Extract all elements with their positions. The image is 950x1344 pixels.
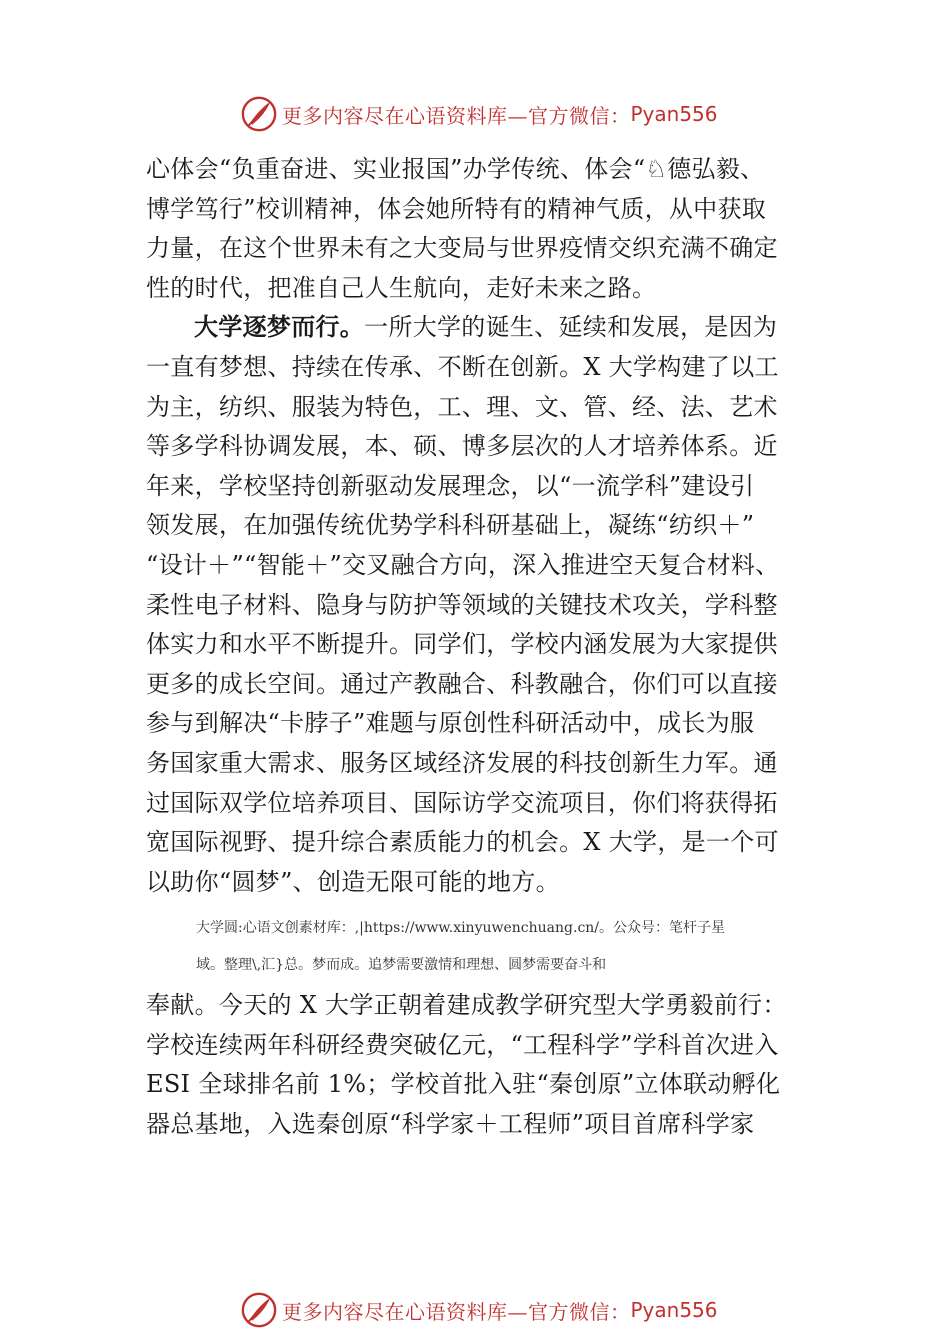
text-line: ESI 全球排名前 1%；学校首批入驻“秦创原”立体联动孵化 bbox=[146, 1070, 781, 1099]
watermark-wechat-id: Pyan556 bbox=[630, 1298, 718, 1322]
text-line: 参与到解决“卡脖子”难题与原创性科研活动中，成长为服 bbox=[146, 709, 755, 738]
text-line: 宽国际视野、提升综合素质能力的机会。X 大学，是一个可 bbox=[146, 828, 779, 857]
text-line: 体实力和水平不断提升。同学们，学校内涵发展为大家提供 bbox=[146, 630, 778, 659]
text-span: 一所大学的诞生、延续和发展，是因为 bbox=[364, 313, 778, 342]
watermark-text: 更多内容尽在心语资料库—官方微信： bbox=[282, 103, 631, 128]
text-line: 务国家重大需求、服务区域经济发展的科技创新生力军。通 bbox=[146, 748, 778, 777]
text-line: 领发展，在加强传统优势学科科研基础上，凝练“纺织＋” bbox=[146, 511, 755, 540]
text-line: 博学笃行”校训精神，体会她所特有的精神气质，从中获取 bbox=[146, 194, 767, 223]
text-line: 以助你“圆梦”、创造无限可能的地方。 bbox=[146, 867, 560, 896]
text-line: “设计＋”“智能＋”交叉融合方向，深入推进空天复合材料、 bbox=[146, 550, 780, 579]
text-line: 学校连续两年科研经费突破亿元，“工程科学”学科首次进入 bbox=[146, 1030, 779, 1059]
text-line: 更多的成长空间。通过产教融合、科教融合，你们可以直接 bbox=[146, 669, 778, 698]
text-line: 一直有梦想、持续在传承、不断在创新。X 大学构建了以工 bbox=[146, 352, 779, 381]
text-line: 为主，纺织、服装为特色，工、理、文、管、经、法、艺术 bbox=[146, 392, 778, 421]
watermark-text: 更多内容尽在心语资料库—官方微信： bbox=[282, 1299, 631, 1324]
document-body bbox=[146, 150, 814, 1145]
source-note-line: 域。整理\,汇}总。梦而成。追梦需要激情和理想、圆梦需要奋斗和 bbox=[196, 957, 607, 974]
header-watermark bbox=[240, 94, 718, 134]
quill-logo-icon bbox=[240, 1291, 278, 1329]
text-line: 年来，学校坚持创新驱动发展理念，以“一流学科”建设引 bbox=[146, 471, 755, 500]
text-line: 柔性电子材料、隐身与防护等领域的关键技术攻关，学科整 bbox=[146, 590, 778, 619]
section-heading: 大学逐梦而行。 bbox=[194, 313, 365, 342]
watermark-wechat-id: Pyan556 bbox=[630, 102, 718, 126]
text-line: 奉献。今天的 X 大学正朝着建成教学研究型大学勇毅前行： bbox=[146, 991, 787, 1020]
text-line: 器总基地，入选秦创原“科学家＋工程师”项目首席科学家 bbox=[146, 1110, 755, 1139]
footer-watermark bbox=[240, 1290, 718, 1330]
quill-logo-icon bbox=[240, 95, 278, 133]
text-line: 过国际双学位培养项目、国际访学交流项目，你们将获得拓 bbox=[146, 788, 778, 817]
paragraph-first-line bbox=[146, 308, 814, 348]
text-line: 力量，在这个世界未有之大变局与世界疫情交织充满不确定 bbox=[146, 234, 778, 263]
source-note-line: 大学圆:心语文创素材库：,|https://www.xinyuwenchuang.cn/。公众号：笔杆子星 bbox=[196, 920, 726, 937]
text-line: 心体会“负重奋进、实业报国”办学传统、体会“♘德弘毅、 bbox=[146, 155, 765, 183]
text-line: 等多学科协调发展，本、硕、博多层次的人才培养体系。近 bbox=[146, 432, 778, 461]
text-line: 性的时代，把准自己人生航向，走好未来之路。 bbox=[146, 273, 657, 302]
